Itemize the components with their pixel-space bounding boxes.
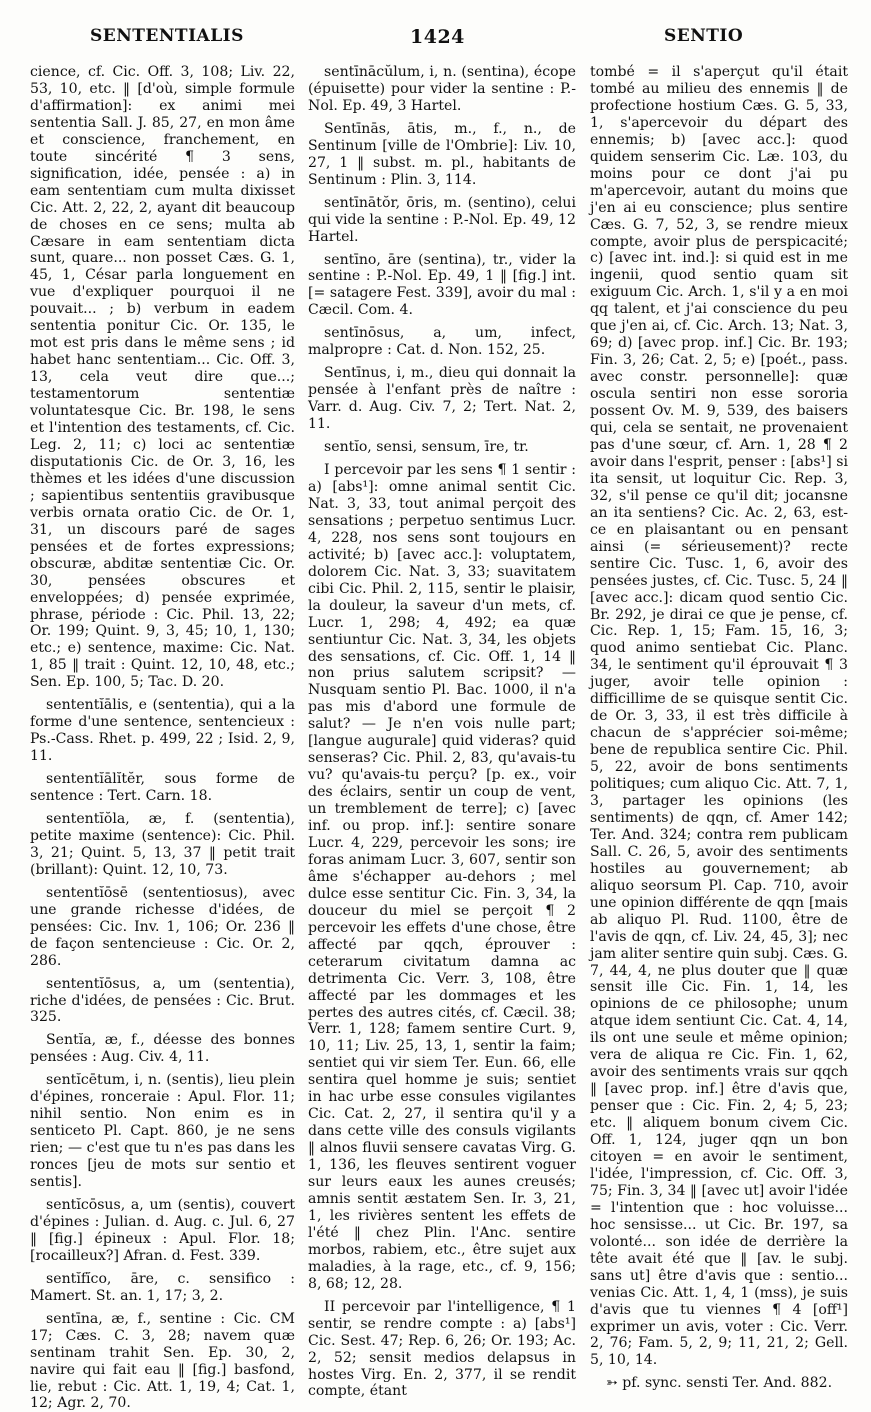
entry-sententiola: sententĭŏla, æ, f. (sententia), petite maxime (sentence): Cic. Phil. 3, 21; Quint. 5, 13, 37 ‖ petit trait (brillant): Quint. 12, 10, 73. <box>30 810 295 878</box>
header-first-headword: SENTENTIALIS <box>90 26 244 46</box>
column-3 <box>590 64 848 1392</box>
entry-sentio-section-2: II percevoir par l'intelligence, ¶ 1 sentir, se rendre compte : a) [abs¹] Cic. Sest. 47; Rep. 6, 26; Or. 193; Ac. 2, 52; sensit medios delapsus in hostes Virg. En. 2, 377, il se rendit compte, étant <box>308 1298 576 1400</box>
entry-sentinus: Sentīnus, i, m., dieu qui donnait la pensée à l'enfant près de naître : Varr. d. Aug. Civ. 7, 2; Tert. Nat. 2, 11. <box>308 365 576 433</box>
entry-sententiosus: sententĭōsus, a, um (sententia), riche d'idées, de pensées : Cic. Brut. 325. <box>30 975 295 1026</box>
entry-sentio-section-1: I percevoir par les sens ¶ 1 sentir : a) [abs¹]: omne animal sentit Cic. Nat. 3, 33, tout animal perçoit des sensations ; perpetuo sentimus Lucr. 4, 228, nos sens sont toujours en activité; b) [avec acc.]: voluptatem, dolorem Cic. Nat. 3, 33; suavitatem cibi Cic. Phil. 2, 115, sentir le plaisir, la douleur, la saveur d'un mets, cf. Lucr. 1, 298; 4, 492; ea quæ sentiuntur Cic. Nat. 3, 34, les objets des sensations, cf. Cic. Off. 1, 14 ‖ non prius salutem scripsit? — Nusquam sentio Pl. Bac. 1000, il n'a pas mis d'abord une formule de salut? — Je n'en vois nulle part; [langue augurale] quid videras? quid senseras? Cic. Phil. 2, 83, qu'avais-tu vu? qu'avais-tu perçu? [p. ex., voir des éclairs, sentir un coup de vent, un tremblement de terre]; c) [avec inf. ou prop. inf.]: sentire sonare Lucr. 4, 229, percevoir les sons; ire foras animam Lucr. 3, 607, sentir son âme s'échapper au-dehors ; mel dulce esse sentitur Cic. Fin. 3, 34, la douceur du miel se perçoit ¶ 2 percevoir les effets d'une chose, être affecté par qqch, éprouver : ceterarum civitatum damna ac detrimenta Cic. Verr. 3, 108, être affecté par les dommages et les pertes des autres cités, cf. Cæcil. 38; Verr. 1, 128; famem sentire Curt. 9, 10, 11; Liv. 25, 13, 1, sentir la faim; sentiet qui vir siem Ter. Eun. 66, elle sentira quel homme je suis; sentiet in hac urbe esse consules vigilantes Cic. Cat. 2, 27, il sentira qu'il y a dans cette ville des consuls vigilants ‖ alnos fluvii sensere cavatas Virg. G. 1, 136, les fleuves sentirent voguer sur leurs eaux les aunes creusés; amnis sentit æstatem Sen. Ir. 3, 21, 1, les rivières sentent les effets de l'été ‖ chez Plin. l'Anc. sentire morbos, rabiem, etc., être sujet aux maladies, à la rage, etc., cf. 9, 156; 8, 68; 12, 28. <box>308 462 576 1292</box>
entry-sentio-note: ➳ pf. sync. sensti Ter. And. 882. <box>606 1375 833 1392</box>
entry-sentifico: sentĭfĭco, āre, c. sensifico : Mamert. St. an. 1, 17; 3, 2. <box>30 1270 295 1304</box>
entry-sentina: sentīna, æ, f., sentine : Cic. CM 17; Cæs. C. 3, 28; navem quæ sentinam trahit Sen. Ep. 30, 2, navire qui fait eau ‖ [fig.] basfond, lie, rebut : Cic. Att. 1, 19, 4; Cat. 1, 12; Agr. 2, 70. <box>30 1310 295 1412</box>
page-number: 1424 <box>410 26 465 48</box>
entry-sentia: Sentĭa, æ, f., déesse des bonnes pensées : Aug. Civ. 4, 11. <box>30 1032 295 1066</box>
header-last-headword: SENTIO <box>664 26 744 46</box>
entry-sentinator: sentīnātŏr, ōris, m. (sentino), celui qui vide la sentine : P.-Nol. Ep. 49, 12 Hartel. <box>308 194 576 245</box>
entry-sentio-continued: tombé = il s'aperçut qu'il était tombé au milieu des ennemis ‖ de profectione hostium Cæs. G. 5, 33, 1, s'apercevoir du départ des ennemis; b) [avec acc.]: quod quidem senserim Cic. Læ. 103, du moins pour ce dont j'ai pu m'apercevoir, autant du moins que j'en ai eu conscience; plus sentire Cæs. G. 7, 52, 3, se rendre mieux compte, avoir plus de perspicacité; c) [avec int. ind.]: si quid est in me ingenii, quod sentio quam sit exiguum Cic. Arch. 1, s'il y a en moi qq talent, et j'ai conscience du peu que j'en ai, cf. Cic. Arch. 13; Nat. 3, 69; d) [avec prop. inf.] Cic. Br. 193; Fin. 3, 26; Cat. 2, 5; e) [poét., pass. avec constr. personnelle]: quæ oscula sentiri non esse sororia possent Ov. M. 9, 539, des baisers qui, cela se sentait, ne provenaient pas d'une sœur, cf. Arn. 1, 28 ¶ 2 avoir dans l'esprit, penser : [abs¹] si ita sensit, ut loquitur Cic. Rep. 3, 32, s'il pense ce qu'il dit; jocansne an ita sentiens? Cic. Ac. 2, 63, est-ce en plaisantant ou en pensant ainsi (= sérieusement)? recte sentire Cic. Tusc. 1, 6, avoir des pensées justes, cf. Cic. Tusc. 5, 24 ‖ [avec acc.]: dicam quod sentio Cic. Br. 292, je dirai ce que je pense, cf. Cic. Rep. 1, 15; Fam. 15, 16, 3; quod animo sentiebat Cic. Planc. 34, le sentiment qu'il éprouvait ¶ 3 juger, avoir telle opinion : difficillime de se quisque sentit Cic. de Or. 3, 33, il est très difficile à chacun de s'apprécier soi-même; bene de republica sentire Cic. Phil. 5, 22, avoir de bons sentiments politiques; cum aliquo Cic. Att. 7, 1, 3, partager les opinions (les sentiments) de qqn, cf. Amer 142; Ter. And. 324; contra rem publicam Sall. C. 26, 5, avoir des sentiments hostiles au gouvernement; ab aliquo seorsum Pl. Cap. 710, avoir une opinion différente de qqn [mais ab aliquo Pl. Rud. 1100, être de l'avis de qqn, cf. Liv. 24, 45, 3]; nec jam aliter sentire quin subj. Cæs. G. 7, 44, 4, ne plus douter que ‖ quæ sensit ille Cic. Fin. 1, 14, les opinions de ce philosophe; unum atque idem sentiunt Cic. Cat. 4, 14, ils ont une seule et même opinion; vera de aliqua re Cic. Fin. 1, 62, avoir des sentiments vrais sur qqch ‖ [avec prop. inf.] être d'avis que, penser que : Cic. Fin. 2, 4; 5, 23; etc. ‖ aliquem bonum civem Cic. Off. 1, 124, juger qqn un bon citoyen = en avoir le sentiment, l'idée, l'impression, cf. Cic. Off. 3, 75; Fin. 3, 34 ‖ [avec ut] avoir l'idée = l'intention que : hoc voluisse... hoc sensisse... ut Cic. Br. 197, sa volonté... son idée de derrière la tête avait été que ‖ [av. le subj. sans ut] être d'avis que : sentio... venias Cic. Att. 1, 4, 1 (mss), je suis d'avis que tu viennes ¶ 4 [off¹] exprimer un avis, voter : Cic. Verr. 2, 76; Fam. 5, 2, 9; 11, 21, 2; Gell. 5, 10, 14. <box>590 64 848 1369</box>
entry-sententiose: sententĭōsē (sententiosus), avec une grande richesse d'idées, de pensées: Cic. Inv. 1, 106; Or. 236 ‖ de façon sentencieuse : Cic. Or. 2, 286. <box>30 884 295 969</box>
entry-sententialiter: sententĭālĭtĕr, sous forme de sentence : Tert. Carn. 18. <box>30 771 295 805</box>
column-1 <box>30 64 295 1412</box>
column-2 <box>308 64 576 1400</box>
entry-sentinaculum: sentīnācŭlum, i, n. (sentina), écope (épuisette) pour vider la sentine : P.-Nol. Ep. 49, 3 Hartel. <box>308 64 576 114</box>
entry-sententialis: sententĭālis, e (sententia), qui a la forme d'une sentence, sentencieux : Ps.-Cass. Rhet. p. 499, 22 ; Isid. 2, 9, 11. <box>30 697 295 765</box>
entry-sentio-headword: sentĭo, sensi, sensum, īre, tr. <box>324 439 529 456</box>
page-header <box>0 26 871 56</box>
entry-sentino: sentīno, āre (sentina), tr., vider la sentine : P.-Nol. Ep. 49, 1 ‖ [fig.] int. [= satagere Fest. 339], avoir du mal : Cæcil. Com. 4. <box>308 251 576 319</box>
entry-sententia-continued: cience, cf. Cic. Off. 3, 108; Liv. 22, 53, 10, etc. ‖ [d'où, simple formule d'affirmation]: ex animi mei sententia Sall. J. 85, 27, en mon âme et conscience, franchement, en toute sincérité ¶ 3 sens, signification, idée, pensée : a) in eam sententiam cum multa dixisset Cic. Att. 2, 22, 2, ayant dit beaucoup de choses en ce sens; multa ab Cæsare in eam sententiam dicta sunt, quare... non posset Cæs. G. 1, 45, 1, César parla longuement en vue d'expliquer pourquoi il ne pouvait... ; b) verbum in eadem sententia ponitur Cic. Or. 135, le mot est pris dans le même sens ; id habet hanc sententiam... Cic. Off. 3, 13, cela veut dire que...; testamentorum sententiæ voluntatesque Cic. Br. 198, le sens et l'intention des testaments, cf. Cic. Leg. 2, 11; c) loci ac sententiæ disputationis Cic. de Or. 3, 16, les thèmes et les idées d'une discussion ; sapientibus sententiis gravibusque verbis ornata oratio Cic. de Or. 1, 31, un discours paré de sages pensées et de fortes expressions; obscuræ, abditæ sententiæ Cic. Or. 30, pensées obscures et enveloppées; d) pensée exprimée, phrase, période : Cic. Phil. 13, 22; Or. 199; Quint. 9, 3, 45; 10, 1, 130; etc.; e) sentence, maxime: Cic. Nat. 1, 85 ‖ trait : Quint. 12, 10, 48, etc.; Sen. Ep. 100, 5; Tac. D. 20. <box>30 64 295 691</box>
entry-senticosus: sentĭcōsus, a, um (sentis), couvert d'épines : Julian. d. Aug. c. Jul. 6, 27 ‖ [fig.] épineux : Apul. Flor. 18; [rocailleux?] Afran. d. Fest. 339. <box>30 1197 295 1264</box>
entry-sentinas: Sentīnās, ātis, m., f., n., de Sentinum [ville de l'Ombrie]: Liv. 10, 27, 1 ‖ subst. m. pl., habitants de Sentinum : Plin. 3, 114. <box>308 120 576 188</box>
entry-senticetum: sentĭcētum, i, n. (sentis), lieu plein d'épines, ronceraie : Apul. Flor. 11; nihil sentio. Non enim es in senticeto Pl. Capt. 860, je ne sens rien; — c'est que tu n'es pas dans les ronces [jeu de mots sur sentio et sentis]. <box>30 1072 295 1191</box>
entry-sentinosus: sentīnōsus, a, um, infect, malpropre : Cat. d. Non. 152, 25. <box>308 325 576 359</box>
